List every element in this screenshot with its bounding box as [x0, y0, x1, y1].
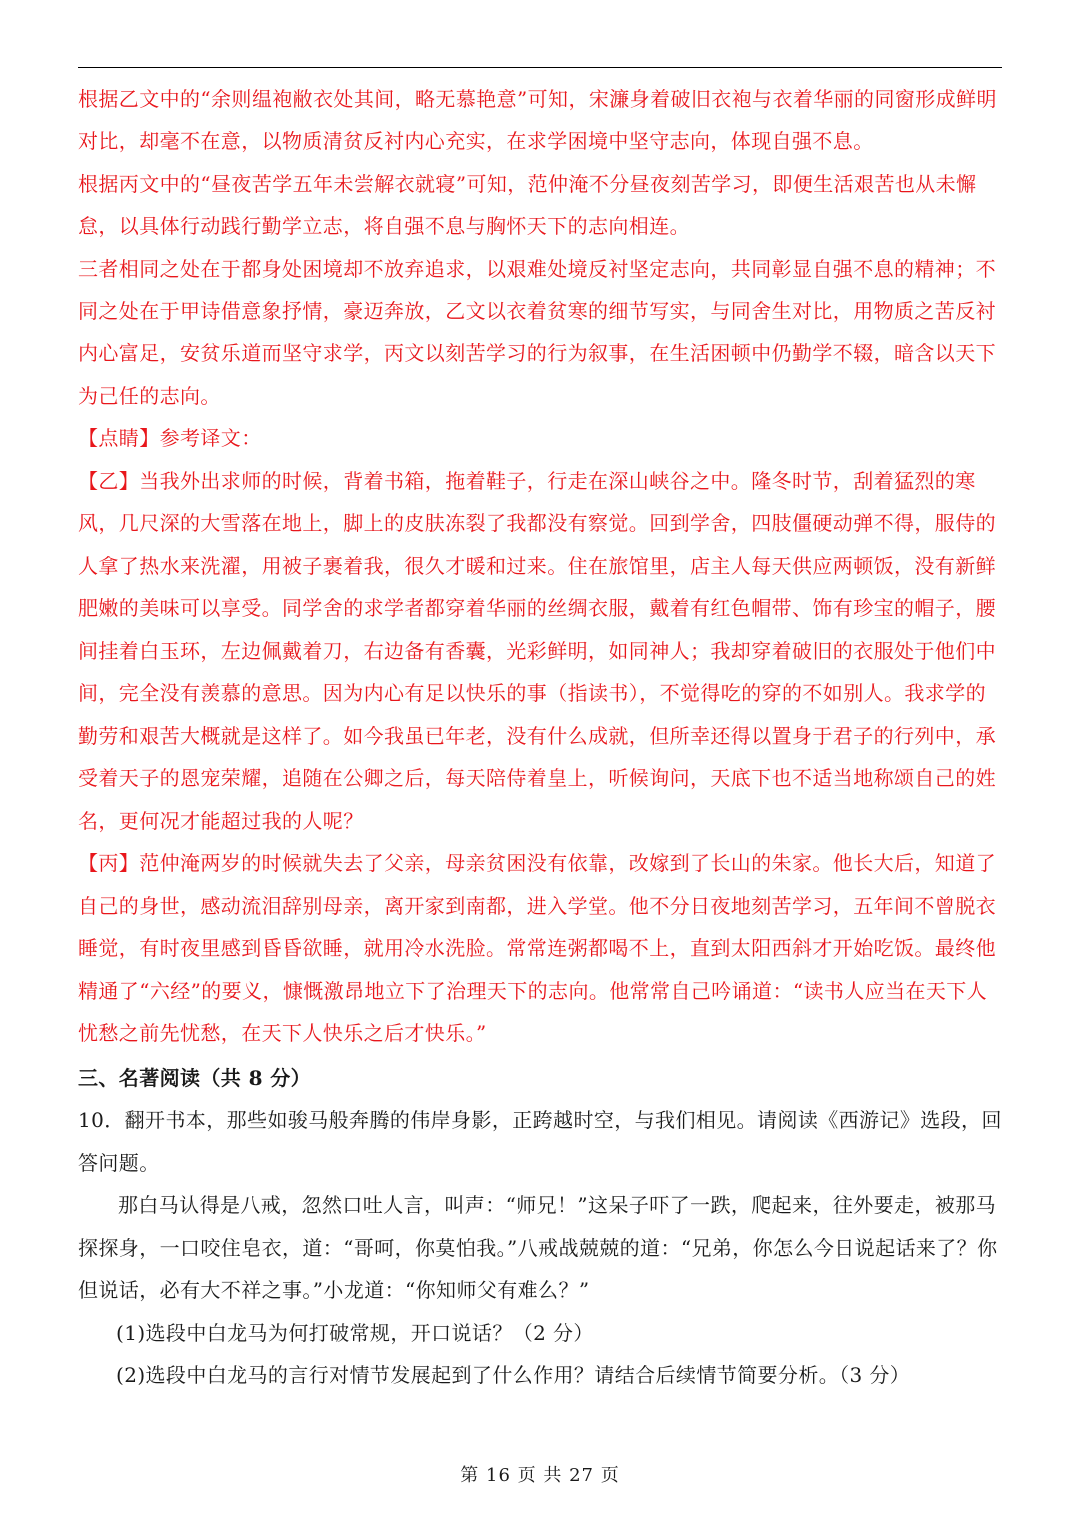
page-content [78, 78, 1002, 1397]
section-heading: 三、名著阅读（共 8 分） [78, 1065, 312, 1090]
sub-question-2: (2)选段中白龙马的言行对情节发展起到了什么作用？请结合后续情节简要分析。（3 分） [116, 1363, 911, 1388]
excerpt-passage: 那白马认得是八戒，忽然口吐人言，叫声：“师兄！”这呆子吓了一跌，爬起来，往外要走，被那马探探身，一口咬住皂衣，道：“哥呵，你莫怕我。”八戒战兢兢的道：“兄弟，你怎么今日说起话来了？你但说话，必有大不祥之事。”小龙道：“你知师父有难么？” [78, 1193, 998, 1303]
dianjing-heading: 【点睛】参考译文： [78, 426, 262, 451]
analysis-paragraph-2: 根据丙文中的“昼夜苦学五年未尝解衣就寝”可知，范仲淹不分昼夜刻苦学习，即便生活艰苦也从未懈怠，以具体行动践行勤学立志，将自强不息与胸怀天下的志向相连。 [78, 171, 977, 239]
header-rule [78, 67, 1002, 68]
question-10: 10．翻开书本，那些如骏马般奔腾的伟岸身影，正跨越时空，与我们相见。请阅读《西游记》选段，回答问题。 [78, 1108, 1002, 1175]
analysis-paragraph-1: 根据乙文中的“余则缊袍敝衣处其间，略无慕艳意”可知，宋濂身着破旧衣袍与衣着华丽的同窗形成鲜明对比，却毫不在意，以物质清贫反衬内心充实，在求学困境中坚守志向，体现自强不息。 [78, 87, 997, 154]
sub-question-1: (1)选段中白龙马为何打破常规，开口说话？（2 分） [116, 1320, 594, 1345]
page-number: 第 16 页 共 27 页 [460, 1465, 620, 1486]
translation-bing: 【丙】范仲淹两岁的时候就失去了父亲，母亲贫困没有依靠，改嫁到了长山的朱家。他长大后，知道了自己的身世，感动流泪辞别母亲，离开家到南都，进入学堂。他不分日夜地刻苦学习，五年间不曾脱衣睡觉，有时夜里感到昏昏欲睡，就用冷水洗脸。常常连粥都喝不上，直到太阳西斜才开始吃饭。最终他精通了“六经”的要义，慷慨激昂地立下了治理天下的志向。他常常自己吟诵道：“读书人应当在天下人忧愁之前先忧愁，在天下人快乐之后才快乐。” [78, 851, 996, 1046]
analysis-paragraph-3: 三者相同之处在于都身处困境却不放弃追求，以艰难处境反衬坚定志向，共同彰显自强不息的精神；不同之处在于甲诗借意象抒情，豪迈奔放，乙文以衣着贫寒的细节写实，与同舍生对比，用物质之苦反衬内心富足，安贫乐道而坚守求学，丙文以刻苦学习的行为叙事，在生活困顿中仍勤学不辍，暗含以天下为己任的志向。 [78, 256, 996, 408]
translation-yi: 【乙】当我外出求师的时候，背着书箱，拖着鞋子，行走在深山峡谷之中。隆冬时节，刮着猛烈的寒风，几尺深的大雪落在地上，脚上的皮肤冻裂了我都没有察觉。回到学舍，四肢僵硬动弹不得，服侍的人拿了热水来洗濯，用被子裹着我，很久才暖和过来。住在旅馆里，店主人每天供应两顿饭，没有新鲜肥嫩的美味可以享受。同学舍的求学者都穿着华丽的丝绸衣服，戴着有红色帽带、饰有珍宝的帽子，腰间挂着白玉环，左边佩戴着刀，右边备有香囊，光彩鲜明，如同神人；我却穿着破旧的衣服处于他们中间，完全没有羡慕的意思。因为内心有足以快乐的事（指读书），不觉得吃的穿的不如别人。我求学的勤劳和艰苦大概就是这样了。如今我虽已年老，没有什么成就，但所幸还得以置身于君子的行列中，承受着天子的恩宠荣耀，追随在公卿之后，每天陪侍着皇上，听候询问，天底下也不适当地称颂自己的姓名，更何况才能超过我的人呢？ [78, 468, 996, 833]
